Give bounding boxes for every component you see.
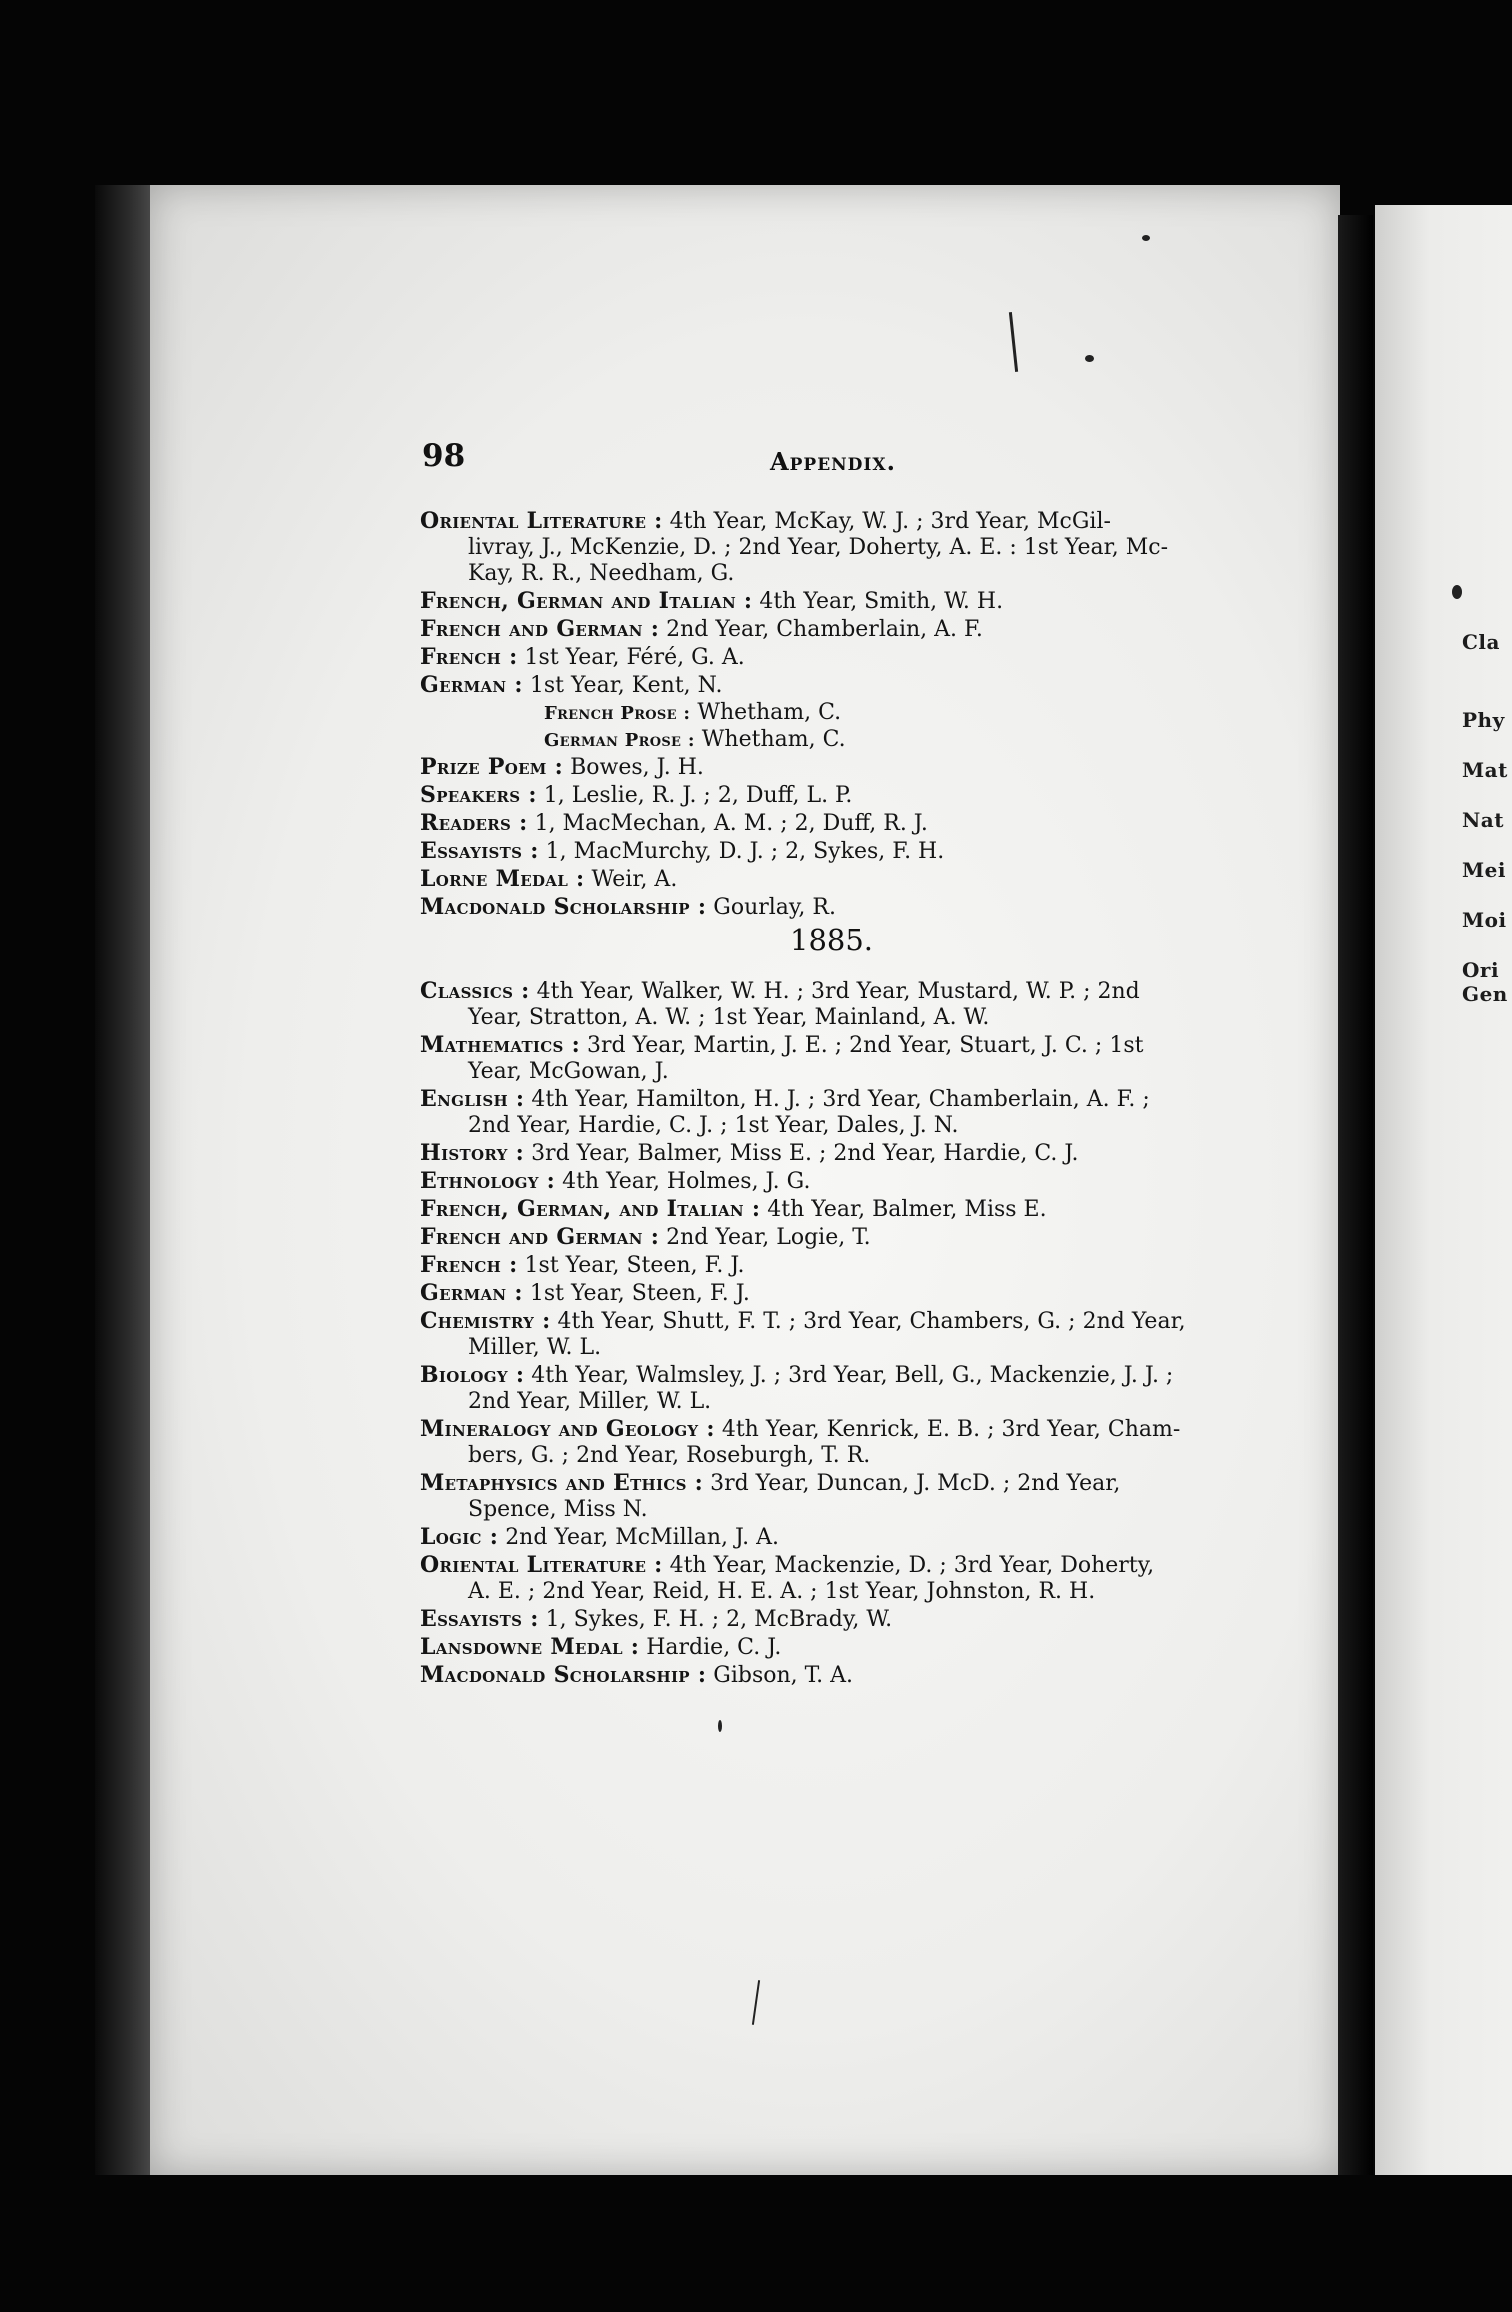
award-line: Weir, A. bbox=[591, 867, 678, 892]
award-entry bbox=[420, 1606, 1240, 1633]
facing-fragment: Mat bbox=[1462, 758, 1508, 782]
award-entry bbox=[420, 508, 1240, 587]
award-entry bbox=[420, 866, 1240, 893]
award-entry bbox=[420, 588, 1240, 615]
award-subject: History : bbox=[420, 1140, 525, 1166]
award-subject: Metaphysics and Ethics : bbox=[420, 1470, 704, 1496]
award-entry bbox=[420, 1252, 1240, 1279]
award-entry bbox=[420, 810, 1240, 837]
award-entry bbox=[420, 1552, 1240, 1605]
award-entry bbox=[420, 1086, 1240, 1139]
award-subject: German Prose : bbox=[544, 730, 695, 751]
award-line: 2nd Year, Chamberlain, A. F. bbox=[666, 617, 983, 642]
award-subject: Mineralogy and Geology : bbox=[420, 1416, 715, 1442]
award-entry bbox=[420, 894, 1240, 921]
award-subject: Macdonald Scholarship : bbox=[420, 1662, 707, 1688]
book-gutter bbox=[1338, 215, 1373, 2175]
award-subject: Essayists : bbox=[420, 1606, 539, 1632]
award-subject: French, German, and Italian : bbox=[420, 1196, 761, 1222]
award-line: 2nd Year, Hardie, C. J. ; 1st Year, Dales, J. N. bbox=[468, 1113, 959, 1138]
award-entry bbox=[420, 1634, 1240, 1661]
award-subject: Oriental Literature : bbox=[420, 1552, 663, 1578]
award-line: 2nd Year, McMillan, J. A. bbox=[505, 1525, 779, 1550]
award-subject: French and German : bbox=[420, 1224, 660, 1250]
award-line: 1st Year, Kent, N. bbox=[529, 673, 723, 698]
award-subject: French Prose : bbox=[544, 703, 691, 724]
award-line: 4th Year, Hamilton, H. J. ; 3rd Year, Chamberlain, A. F. ; bbox=[531, 1087, 1150, 1112]
page-number: 98 bbox=[422, 438, 466, 474]
award-entry bbox=[420, 1196, 1240, 1223]
year-1885-awards bbox=[420, 978, 1240, 1690]
award-entry bbox=[420, 1662, 1240, 1689]
award-subject: French : bbox=[420, 644, 518, 670]
award-line: livray, J., McKenzie, D. ; 2nd Year, Doherty, A. E. : 1st Year, Mc- bbox=[468, 535, 1169, 560]
award-line: 4th Year, Kenrick, E. B. ; 3rd Year, Cham- bbox=[721, 1417, 1181, 1442]
award-subject: Classics : bbox=[420, 978, 530, 1004]
facing-fragment: Phy bbox=[1462, 708, 1505, 732]
award-subject: Lorne Medal : bbox=[420, 866, 585, 892]
award-line: 1st Year, Steen, F. J. bbox=[529, 1281, 750, 1306]
award-subject: Oriental Literature : bbox=[420, 508, 663, 534]
award-line: Hardie, C. J. bbox=[646, 1635, 782, 1660]
award-entry bbox=[420, 1032, 1240, 1085]
award-line: 1, MacMechan, A. M. ; 2, Duff, R. J. bbox=[534, 811, 928, 836]
award-subject: Speakers : bbox=[420, 782, 537, 808]
award-line: Miller, W. L. bbox=[468, 1335, 602, 1360]
award-line: 1, Leslie, R. J. ; 2, Duff, L. P. bbox=[543, 783, 853, 808]
award-entry bbox=[420, 1224, 1240, 1251]
prev-year-awards bbox=[420, 508, 1240, 922]
award-line: Gibson, T. A. bbox=[713, 1663, 853, 1688]
running-header: Appendix. bbox=[770, 447, 896, 476]
award-line: Year, Stratton, A. W. ; 1st Year, Mainland, A. W. bbox=[468, 1005, 990, 1030]
award-subject: Macdonald Scholarship : bbox=[420, 894, 707, 920]
page-speck bbox=[1452, 585, 1462, 599]
award-line: 3rd Year, Martin, J. E. ; 2nd Year, Stuart, J. C. ; 1st bbox=[587, 1033, 1144, 1058]
award-subject: Chemistry : bbox=[420, 1308, 551, 1334]
award-entry bbox=[420, 672, 1240, 699]
award-subject: Readers : bbox=[420, 810, 528, 836]
award-line: 4th Year, Mackenzie, D. ; 3rd Year, Doherty, bbox=[669, 1553, 1155, 1578]
award-line: Year, McGowan, J. bbox=[468, 1059, 669, 1084]
award-line: 2nd Year, Miller, W. L. bbox=[468, 1389, 712, 1414]
award-subject: Lansdowne Medal : bbox=[420, 1634, 640, 1660]
award-subject: French, German and Italian : bbox=[420, 588, 753, 614]
award-subject: Essayists : bbox=[420, 838, 539, 864]
award-entry bbox=[420, 616, 1240, 643]
page-speck bbox=[1142, 235, 1150, 241]
award-subject: German : bbox=[420, 672, 523, 698]
award-line: 4th Year, Walmsley, J. ; 3rd Year, Bell, G., Mackenzie, J. J. ; bbox=[531, 1363, 1174, 1388]
year-heading: 1885. bbox=[790, 923, 874, 957]
award-line: Whetham, C. bbox=[697, 700, 842, 725]
award-line: 3rd Year, Balmer, Miss E. ; 2nd Year, Hardie, C. J. bbox=[531, 1141, 1079, 1166]
award-line: 4th Year, Holmes, J. G. bbox=[562, 1169, 811, 1194]
facing-fragment: Cla bbox=[1462, 630, 1500, 654]
award-subject: French and German : bbox=[420, 616, 660, 642]
award-entry bbox=[420, 1524, 1240, 1551]
award-line: 4th Year, Walker, W. H. ; 3rd Year, Mustard, W. P. ; 2nd bbox=[536, 979, 1140, 1004]
award-entry bbox=[420, 1168, 1240, 1195]
award-line: Spence, Miss N. bbox=[468, 1497, 648, 1522]
page-speck bbox=[718, 1720, 722, 1732]
award-entry bbox=[420, 700, 1240, 727]
award-subject: Prize Poem : bbox=[420, 754, 564, 780]
facing-fragment: Ori bbox=[1462, 958, 1500, 982]
award-entry bbox=[420, 782, 1240, 809]
award-entry bbox=[420, 1308, 1240, 1361]
page-speck bbox=[1085, 355, 1094, 362]
award-line: 4th Year, Smith, W. H. bbox=[759, 589, 1004, 614]
facing-fragment: Nat bbox=[1462, 808, 1504, 832]
facing-fragment: Mei bbox=[1462, 858, 1506, 882]
award-entry bbox=[420, 1280, 1240, 1307]
award-line: 4th Year, McKay, W. J. ; 3rd Year, McGil- bbox=[669, 509, 1111, 534]
award-line: 1, Sykes, F. H. ; 2, McBrady, W. bbox=[545, 1607, 893, 1632]
award-subject: English : bbox=[420, 1086, 525, 1112]
facing-page bbox=[1375, 205, 1512, 2175]
award-subject: Mathematics : bbox=[420, 1032, 580, 1058]
award-line: 3rd Year, Duncan, J. McD. ; 2nd Year, bbox=[710, 1471, 1121, 1496]
award-entry bbox=[420, 1362, 1240, 1415]
award-entry bbox=[420, 754, 1240, 781]
award-line: bers, G. ; 2nd Year, Roseburgh, T. R. bbox=[468, 1443, 871, 1468]
facing-fragment: Gen bbox=[1462, 982, 1508, 1006]
award-entry bbox=[420, 1140, 1240, 1167]
award-line: 1st Year, Steen, F. J. bbox=[524, 1253, 745, 1278]
award-line: 2nd Year, Logie, T. bbox=[666, 1225, 871, 1250]
award-entry bbox=[420, 727, 1240, 754]
award-line: Bowes, J. H. bbox=[570, 755, 704, 780]
award-subject: Logic : bbox=[420, 1524, 499, 1550]
award-entry bbox=[420, 1416, 1240, 1469]
award-line: Whetham, C. bbox=[701, 727, 846, 752]
award-subject: Ethnology : bbox=[420, 1168, 556, 1194]
award-line: 1st Year, Féré, G. A. bbox=[524, 645, 745, 670]
award-entry bbox=[420, 644, 1240, 671]
award-line: 4th Year, Balmer, Miss E. bbox=[767, 1197, 1047, 1222]
award-subject: French : bbox=[420, 1252, 518, 1278]
award-entry bbox=[420, 978, 1240, 1031]
award-line: A. E. ; 2nd Year, Reid, H. E. A. ; 1st Year, Johnston, R. H. bbox=[468, 1579, 1096, 1604]
award-line: 4th Year, Shutt, F. T. ; 3rd Year, Chambers, G. ; 2nd Year, bbox=[557, 1309, 1186, 1334]
award-line: Gourlay, R. bbox=[713, 895, 836, 920]
facing-fragment: Moi bbox=[1462, 908, 1507, 932]
award-line: 1, MacMurchy, D. J. ; 2, Sykes, F. H. bbox=[545, 839, 945, 864]
award-entry bbox=[420, 1470, 1240, 1523]
award-subject: German : bbox=[420, 1280, 523, 1306]
award-subject: Biology : bbox=[420, 1362, 525, 1388]
award-line: Kay, R. R., Needham, G. bbox=[468, 561, 735, 586]
award-entry bbox=[420, 838, 1240, 865]
